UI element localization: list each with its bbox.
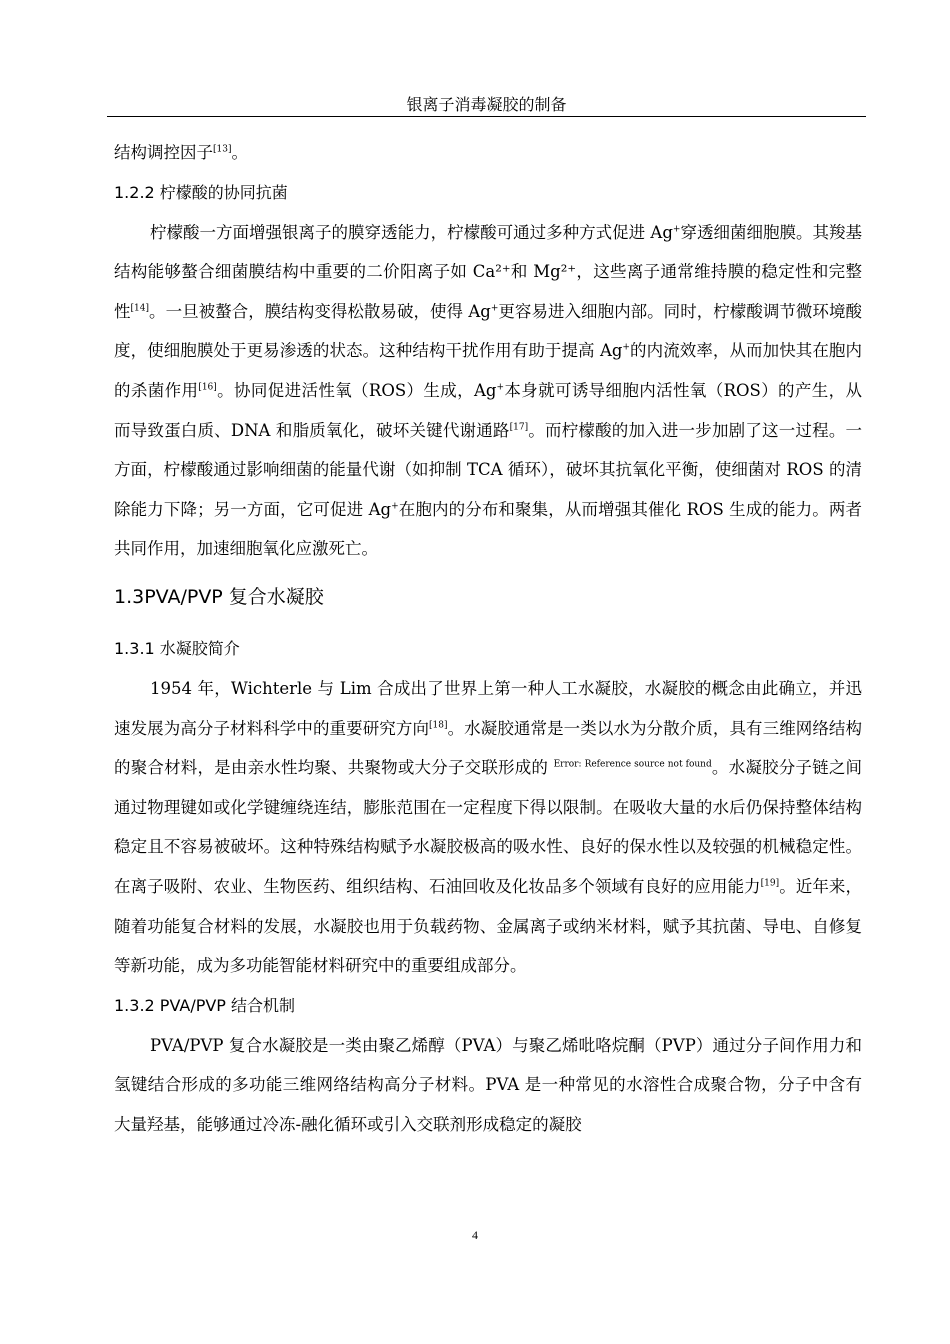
citation: [16] (198, 382, 217, 393)
page-body (114, 133, 862, 1144)
section-heading-1-3-1: 1.3.1 水凝胶简介 (114, 638, 240, 658)
page-number: 4 (472, 1228, 478, 1242)
paragraph-continued: 结构调控因子[13]。 (114, 143, 248, 162)
citation: [13] (213, 144, 232, 155)
paragraph-pva-pvp: PVA/PVP 复合水凝胶是一类由聚乙烯醇（PVA）与聚乙烯吡咯烷酮（PVP）通过分子间作用力和氢键结合形成的多功能三维网络结构高分子材料。PVA 是一种常见的水溶性合成聚合物，分子中含有大量羟基，能够通过冷冻-融化循环或引入交联剂形成稳定的凝胶 (114, 1035, 862, 1134)
citation: [17] (509, 422, 529, 433)
paragraph-hydrogel-intro: 1954 年，Wichterle 与 Lim 合成出了世界上第一种人工水凝胶，水凝胶的概念由此确立，并迅速发展为高分子材料科学中的重要研究方向[18]。水凝胶通常是一类以水为分散介质，具有三维网络结构的聚合材料，是由亲水性均聚、共聚物或大分子交联形成的 $^{Error: Reference source not found}$。水凝胶分子链之间通过物理键如或化学键缠绕连结，膨胀范围在一定程度下得以限制。在吸收大量的水后仍保持整体结构稳定且不容易被破坏。这种特殊结构赋予水凝胶极高的吸水性、良好的保水性以及较强的机械稳定性。在离子吸附、农业、生物医药、组织结构、石油回收及化妆品多个领域有良好的应用能力[19]。近年来，随着功能复合材料的发展，水凝胶也用于负载药物、金属离子或纳米材料，赋予其抗菌、导电、自修复等新功能，成为多功能智能材料研究中的重要组成部分。 (114, 678, 863, 976)
citation: [18] (429, 720, 448, 731)
citation: [19] (760, 878, 780, 889)
section-heading-1-3-2: 1.3.2 PVA/PVP 结合机制 (114, 995, 296, 1015)
section-heading-1-3: 1.3PVA/PVP 复合水凝胶 (114, 585, 324, 608)
paragraph-citric-acid: 柠檬酸一方面增强银离子的膜穿透能力，柠檬酸可通过多种方式促进 Ag+穿透细菌细胞膜。其羧基结构能够螯合细菌膜结构中重要的二价阳离子如 Ca²⁺和 Mg²⁺，这些离子通常维持膜的稳定性和完整性[14]。一旦被螯合，膜结构变得松散易破，使得 Ag+更容易进入细胞内部。同时，柠檬酸调节微环境酸度，使细胞膜处于更易渗透的状态。这种结构干扰作用有助于提高 Ag+的内流效率，从而加快其在胞内的杀菌作用[16]。协同促进活性氧（ROS）生成，Ag+本身就可诱导细胞内活性氧（ROS）的产生，从而导致蛋白质、DNA 和脂质氧化，破坏关键代谢通路[17]。而柠檬酸的加入进一步加剧了这一过程。一方面，柠檬酸通过影响细菌的能量代谢（如抑制 TCA 循环），破坏其抗氧化平衡，使细菌对 ROS 的清除能力下降；另一方面，它可促进 Ag+在胞内的分布和聚集，从而增强其催化 ROS 生成的能力。两者共同作用，加速细胞氧化应激死亡。 (114, 222, 863, 559)
running-header: 银离子消毒凝胶的制备 (107, 96, 866, 117)
citation: [14] (130, 303, 150, 314)
section-heading-1-2-2: 1.2.2 柠檬酸的协同抗菌 (114, 182, 288, 202)
reference-error: Error: Reference source not found (553, 759, 712, 770)
